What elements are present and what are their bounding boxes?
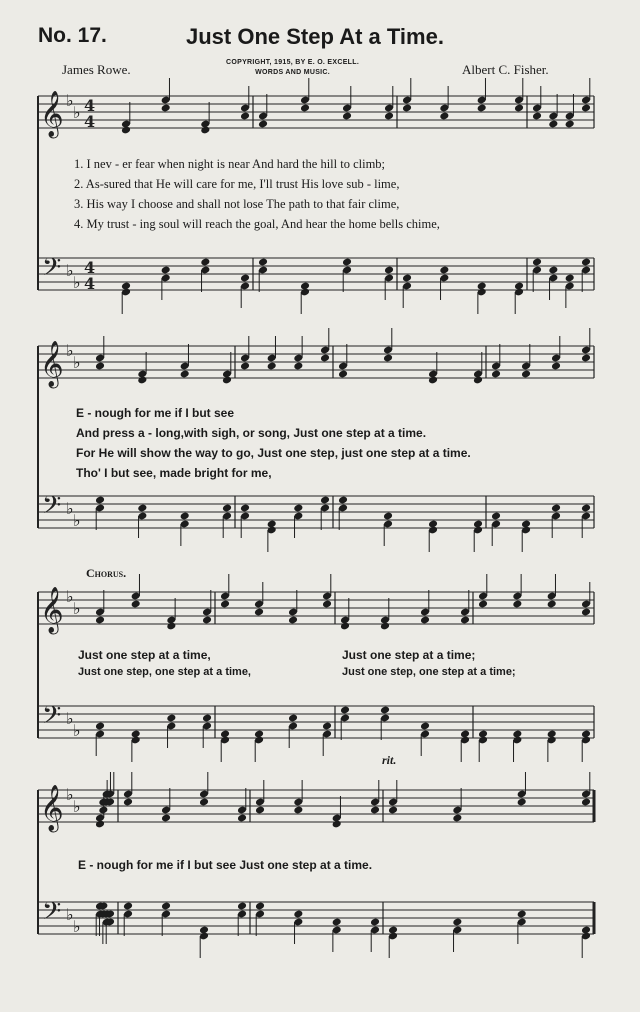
flat-icon: ♭ [66, 341, 74, 360]
verse-3-ending: For He will show the way to go, Just one step, just one step at a time. [76, 446, 471, 460]
note-head [95, 616, 105, 625]
note-head [222, 376, 232, 385]
note-head [342, 258, 352, 267]
note-head [370, 806, 380, 815]
flat-icon: ♭ [66, 905, 74, 924]
hymn-title: Just One Step At a Time. [186, 24, 444, 49]
copyright-line: COPYRIGHT, 1915, BY E. O. EXCELL. [226, 59, 360, 66]
time-signature: 4 [84, 96, 96, 115]
flat-icon: ♭ [73, 103, 81, 122]
note-head [402, 104, 412, 113]
verse-4-line: 4. My trust - ing soul will reach the goal, And hear the home bells chime, [74, 217, 440, 231]
chorus-line-upper: Just one step at a time, [78, 648, 211, 662]
note-head [477, 104, 487, 113]
bass-clef-icon: 𝄢 [42, 491, 62, 526]
bass-clef-icon: 𝄢 [42, 701, 62, 736]
note-head [512, 600, 522, 609]
verse-3-line: 3. His way I choose and shall not lose The path to that fair clime, [74, 197, 400, 211]
note-head [161, 902, 171, 911]
note-head [332, 820, 342, 829]
note-head [202, 714, 212, 723]
note-head [123, 798, 133, 807]
flat-icon: ♭ [66, 499, 74, 518]
note-head [240, 274, 250, 283]
note-head [237, 902, 247, 911]
note-head [338, 370, 348, 379]
note-head [222, 504, 232, 513]
staves [38, 91, 594, 936]
note-head [258, 120, 268, 129]
note-head [200, 126, 210, 135]
flat-icon: ♭ [73, 917, 81, 936]
note-head [565, 274, 575, 283]
note-head [551, 504, 561, 513]
note-head [95, 496, 105, 505]
note-head [384, 266, 394, 275]
note-head [199, 798, 209, 807]
chorus-line-lower: Just one step, one step at a time, [78, 666, 251, 678]
chorus-line-upper-2: Just one step at a time; [342, 648, 476, 662]
note-head [473, 376, 483, 385]
note-head [200, 258, 210, 267]
note-head [161, 266, 171, 275]
note-head [370, 918, 380, 927]
notes [95, 78, 591, 958]
note-head [439, 266, 449, 275]
note-head [581, 504, 591, 513]
note-head [121, 126, 131, 135]
note-head [420, 722, 430, 731]
note-head [388, 806, 398, 815]
note-head [383, 512, 393, 521]
note-head [452, 918, 462, 927]
note-head [548, 266, 558, 275]
note-head [240, 504, 250, 513]
flat-icon: ♭ [73, 273, 81, 292]
note-head [517, 798, 527, 807]
note-head [320, 496, 330, 505]
note-head [267, 362, 277, 371]
note-head [551, 362, 561, 371]
treble-clef-icon: 𝄞 [40, 587, 64, 633]
note-head [258, 258, 268, 267]
note-head [491, 512, 501, 521]
note-head [420, 616, 430, 625]
note-head [240, 362, 250, 371]
flat-icon: ♭ [66, 587, 74, 606]
note-head [517, 910, 527, 919]
note-head [460, 616, 470, 625]
note-head [532, 258, 542, 267]
note-head [581, 104, 591, 113]
note-head [340, 706, 350, 715]
note-head [565, 120, 575, 129]
note-head [340, 622, 350, 631]
note-head [202, 616, 212, 625]
copyright-line: WORDS AND MUSIC. [255, 69, 331, 76]
note-head [293, 910, 303, 919]
note-head [322, 600, 332, 609]
note-head [293, 806, 303, 815]
chorus-label: Chorus. [86, 566, 127, 580]
flat-icon: ♭ [66, 91, 74, 110]
note-head [293, 362, 303, 371]
note-head [137, 504, 147, 513]
verse-1-line: 1. I nev - er fear when night is near And hard the hill to climb; [74, 157, 386, 171]
note-head [254, 608, 264, 617]
ritardando-marking: rit. [382, 753, 397, 767]
note-head [288, 616, 298, 625]
treble-clef-icon: 𝄞 [40, 785, 64, 831]
note-head [380, 622, 390, 631]
note-head [288, 714, 298, 723]
treble-clef-icon: 𝄞 [40, 341, 64, 387]
note-head [137, 376, 147, 385]
note-head [320, 354, 330, 363]
music-by: Albert C. Fisher. [462, 62, 549, 77]
note-head [384, 112, 394, 121]
note-head [240, 112, 250, 121]
note-head [581, 798, 591, 807]
note-head [131, 600, 141, 609]
note-head [402, 274, 412, 283]
verse-4-ending: Tho' I but see, made bright for me, [76, 466, 272, 480]
note-head [220, 600, 230, 609]
bass-clef-icon: 𝄢 [42, 897, 62, 932]
final-lyric-line: E - nough for me if I but see Just one step at a time. [78, 858, 373, 872]
note-head [478, 600, 488, 609]
hymn-number: No. 17. [38, 24, 107, 47]
time-signature: 4 [84, 258, 96, 277]
note-head [180, 370, 190, 379]
note-head [95, 820, 105, 829]
flat-icon: ♭ [66, 785, 74, 804]
verse-1-ending: E - nough for me if I but see [76, 406, 235, 420]
note-head [180, 512, 190, 521]
note-head [166, 622, 176, 631]
note-head [300, 104, 310, 113]
note-head [383, 354, 393, 363]
note-head [581, 608, 591, 617]
verse-2-line: 2. As-sured that He will care for me, I'll trust His love sub - lime, [74, 177, 400, 191]
note-head [322, 722, 332, 731]
treble-clef-icon: 𝄞 [40, 91, 64, 137]
note-head [428, 376, 438, 385]
flat-icon: ♭ [73, 353, 81, 372]
note-head [581, 258, 591, 267]
note-head [255, 902, 265, 911]
note-head [123, 902, 133, 911]
flat-icon: ♭ [66, 709, 74, 728]
note-head [95, 362, 105, 371]
note-head [98, 806, 108, 815]
note-head [161, 104, 171, 113]
note-head [380, 706, 390, 715]
flat-icon: ♭ [73, 721, 81, 740]
bass-clef-icon: 𝄢 [42, 253, 62, 288]
flat-icon: ♭ [73, 511, 81, 530]
note-head [332, 918, 342, 927]
note-head [439, 112, 449, 121]
flat-icon: ♭ [73, 599, 81, 618]
note-head [293, 504, 303, 513]
time-signature: 4 [84, 274, 96, 293]
note-head [237, 814, 247, 823]
note-head [581, 354, 591, 363]
note-head [548, 120, 558, 129]
note-head [95, 722, 105, 731]
flat-icon: ♭ [73, 797, 81, 816]
note-head [342, 112, 352, 121]
note-head [452, 814, 462, 823]
chorus-line-lower-2: Just one step, one step at a time; [342, 666, 516, 678]
note-head [166, 714, 176, 723]
note-head [491, 370, 501, 379]
note-head [532, 112, 542, 121]
time-signature: 4 [84, 112, 96, 131]
note-head [547, 600, 557, 609]
note-head [521, 370, 531, 379]
words-by: James Rowe. [62, 62, 131, 77]
verse-2-ending: And press a - long,with sigh, or song, Just one step at a time. [76, 426, 427, 440]
note-head [338, 496, 348, 505]
note-head [514, 104, 524, 113]
note-head [161, 814, 171, 823]
note-head [255, 806, 265, 815]
flat-icon: ♭ [66, 261, 74, 280]
